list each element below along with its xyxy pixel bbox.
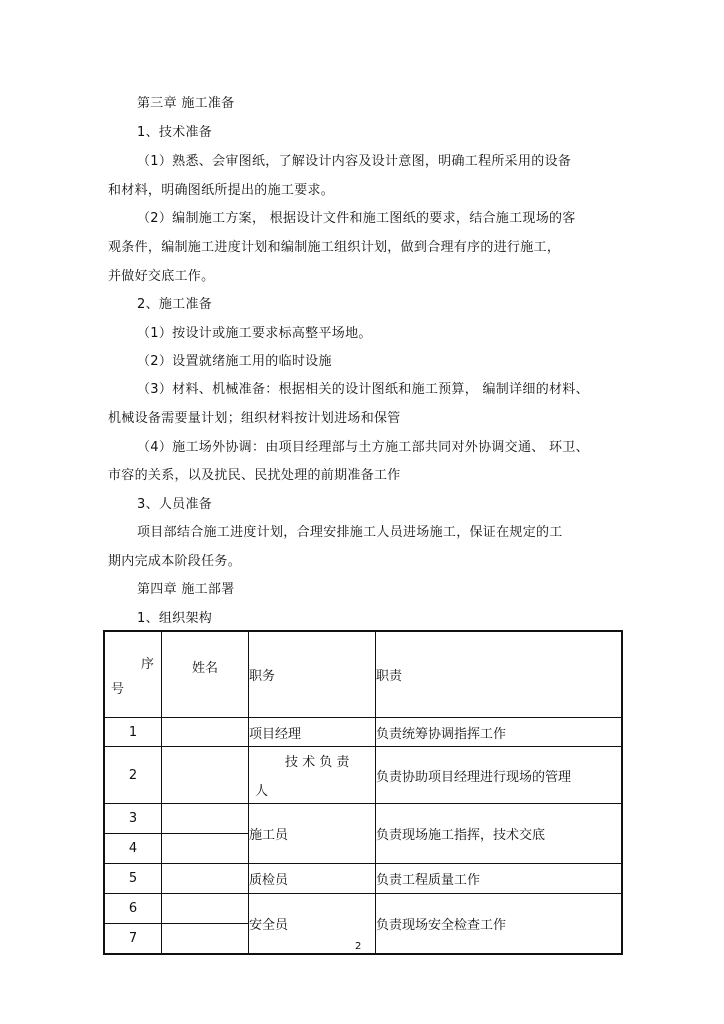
row-number: 5 [104,864,162,894]
row-number: 1 [104,718,162,747]
table-row [104,864,622,894]
name-cell [162,718,249,747]
paragraph-line: 市容的关系，以及扰民、民扰处理的前期准备工作 [108,468,401,483]
paragraph-line: （2）设置就绪施工用的临时设施 [137,354,332,369]
row-number: 4 [104,834,162,864]
paragraph-line: 项目部结合施工进度计划，合理安排施工人员进场施工，保证在规定的工 [137,525,563,540]
header-number-line2: 号 [111,681,125,697]
table-row [104,747,622,804]
paragraph-line: 和材料，明确图纸所提出的施工要求。 [108,183,335,198]
chapter-4-heading: 第四章 施工部署 [137,582,235,597]
name-cell [162,894,249,924]
row-number: 3 [104,804,162,834]
header-name: 姓名 [162,631,249,718]
paragraph-line: 并做好交底工作。 [108,269,215,284]
role-cell: 项目经理 [249,718,376,747]
name-cell [162,834,249,864]
duty-cell: 负责工程质量工作 [376,864,623,894]
page-number: 2 [355,941,362,952]
paragraph-line: （1）按设计或施工要求标高整平场地。 [137,326,372,341]
name-cell [162,804,249,834]
name-cell [162,924,249,955]
role-cell: 质检员 [249,864,376,894]
duty-cell: 负责统筹协调指挥工作 [376,718,623,747]
role-cell: 施工员 [249,804,376,864]
paragraph-line: 机械设备需要量计划；组织材料按计划进场和保管 [108,411,401,426]
paragraph-line: 期内完成本阶段任务。 [108,554,242,569]
role-cell: 安全员 [249,894,376,955]
header-duty: 职责 [376,631,623,718]
header-number [104,631,162,718]
organization-table [103,630,623,955]
table-row [104,718,622,747]
section-heading: 2、施工准备 [137,297,213,312]
table-row [104,804,622,834]
table-header-row [104,631,622,718]
name-cell [162,864,249,894]
duty-cell: 负责现场安全检查工作 [376,894,623,955]
duty-cell: 负责现场施工指挥，技术交底 [376,804,623,864]
section-heading: 1、技术准备 [137,125,213,140]
duty-cell: 负责协助项目经理进行现场的管理 [376,747,623,804]
paragraph-line: （1）熟悉、会审图纸，了解设计内容及设计意图，明确工程所采用的设备 [137,154,572,169]
row-number: 6 [104,894,162,924]
paragraph-line: （4）施工场外协调：由项目经理部与土方施工部共同对外协调交通、 环卫、 [137,440,589,455]
name-cell [162,747,249,804]
chapter-3-heading: 第三章 施工准备 [137,96,235,111]
paragraph-line: （2）编制施工方案， 根据设计文件和施工图纸的要求，结合施工现场的客 [137,211,576,226]
row-number: 7 [104,924,162,955]
section-heading: 1、组织架构 [137,611,213,626]
paragraph-line: 观条件，编制施工进度计划和编制施工组织计划，做到合理有序的进行施工， [108,240,561,255]
row-number: 2 [104,747,162,804]
section-heading: 3、人员准备 [137,497,213,512]
role-line1: 技 术 负 责 [285,755,350,770]
header-role: 职务 [249,631,376,718]
table-row [104,894,622,924]
paragraph-line: （3）材料、机械准备：根据相关的设计图纸和施工预算， 编制详细的材料、 [137,382,589,397]
header-number-line1: 序 [141,656,155,672]
role-line2: 人 [255,784,269,799]
role-cell [249,747,376,804]
